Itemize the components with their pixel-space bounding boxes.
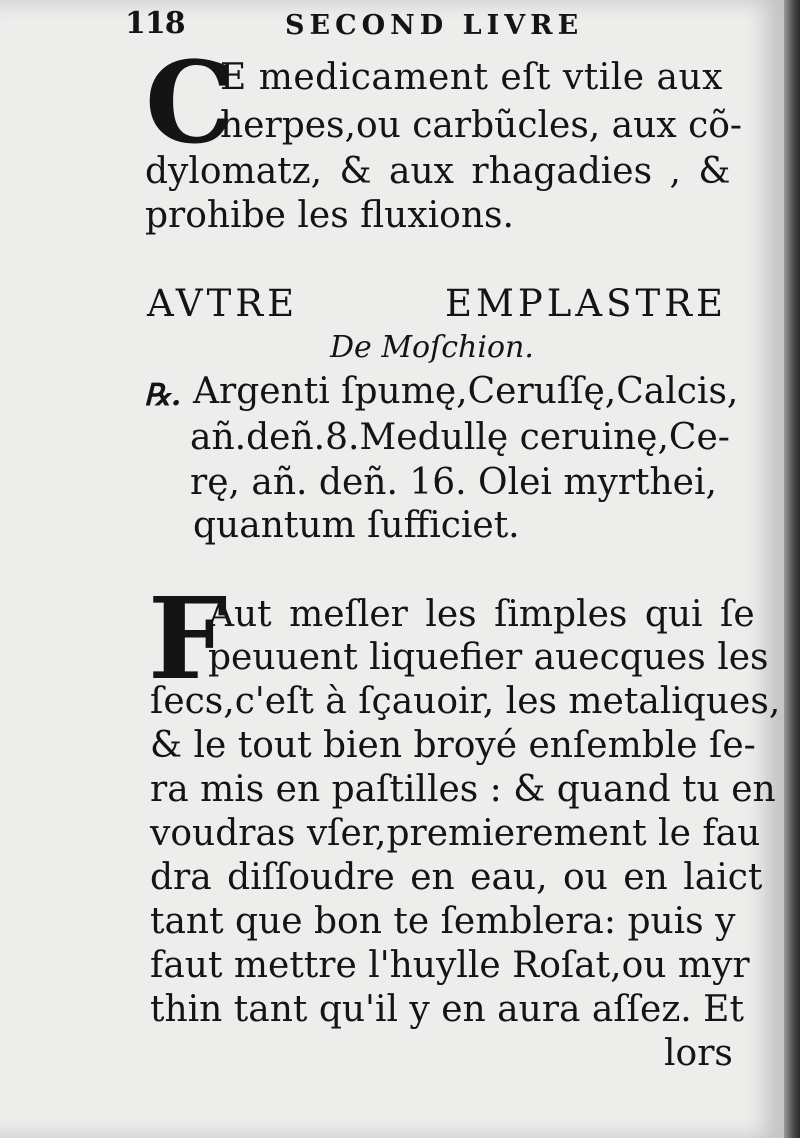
para1-line-2: herpes,ou carbũcles, aux cõ- — [220, 105, 743, 146]
heading-word-2: EMPLASTRE — [445, 282, 727, 325]
running-title: SECOND LIVRE — [285, 10, 584, 41]
drop-cap-f: F — [148, 574, 228, 705]
section-heading — [147, 282, 727, 325]
para1-line-3: dylomatz, & aux rhagadies , & — [145, 151, 731, 192]
para1-line-4: prohibe les fluxions. — [145, 195, 514, 236]
para2-line-1: Aut meſler les ſimples qui ſe — [208, 594, 755, 635]
para2-line-8: tant que bon te ſemblera: puis y — [150, 901, 736, 942]
para1-line-1: E medicament eſt vtile aux — [220, 57, 723, 98]
heading-word-1: AVTRE — [147, 282, 299, 325]
para2-line-3: ſecs,c'eſt à ſçauoir, les metaliques, — [150, 681, 781, 722]
page-number: 118 — [125, 6, 185, 41]
para2-line-7: dra diſſoudre en eau, ou en laict — [150, 857, 763, 898]
para2-line-5: ra mis en paſtilles : & quand tu en — [150, 769, 776, 810]
para2-line-2: peuuent liquefier auecques les — [208, 637, 769, 678]
para2-line-9: faut mettre l'huylle Roſat,ou myr — [150, 945, 750, 986]
recipe-line-3: rę, añ. deñ. 16. Olei myrthei, — [190, 462, 717, 503]
section-subheading: De Moſchion. — [330, 330, 534, 365]
para2-line-10: thin tant qu'il y en aura aſſez. Et — [150, 989, 744, 1030]
para2-line-4: & le tout bien broyé enſemble ſe- — [150, 725, 756, 766]
recipe-line-2: añ.deñ.8.Medullę ceruinę,Ce- — [190, 417, 730, 458]
para2-line-6: voudras vſer,premierement le fau — [150, 813, 761, 854]
drop-cap-c: C — [145, 38, 235, 169]
catchword: lors — [664, 1033, 733, 1074]
recipe-line-4: quantum ſufficiet. — [193, 505, 520, 546]
recipe-symbol: ℞. — [144, 378, 182, 413]
book-gutter — [784, 0, 800, 1138]
recipe-line-1: Argenti ſpumę,Ceruſſę,Calcis, — [193, 371, 739, 412]
